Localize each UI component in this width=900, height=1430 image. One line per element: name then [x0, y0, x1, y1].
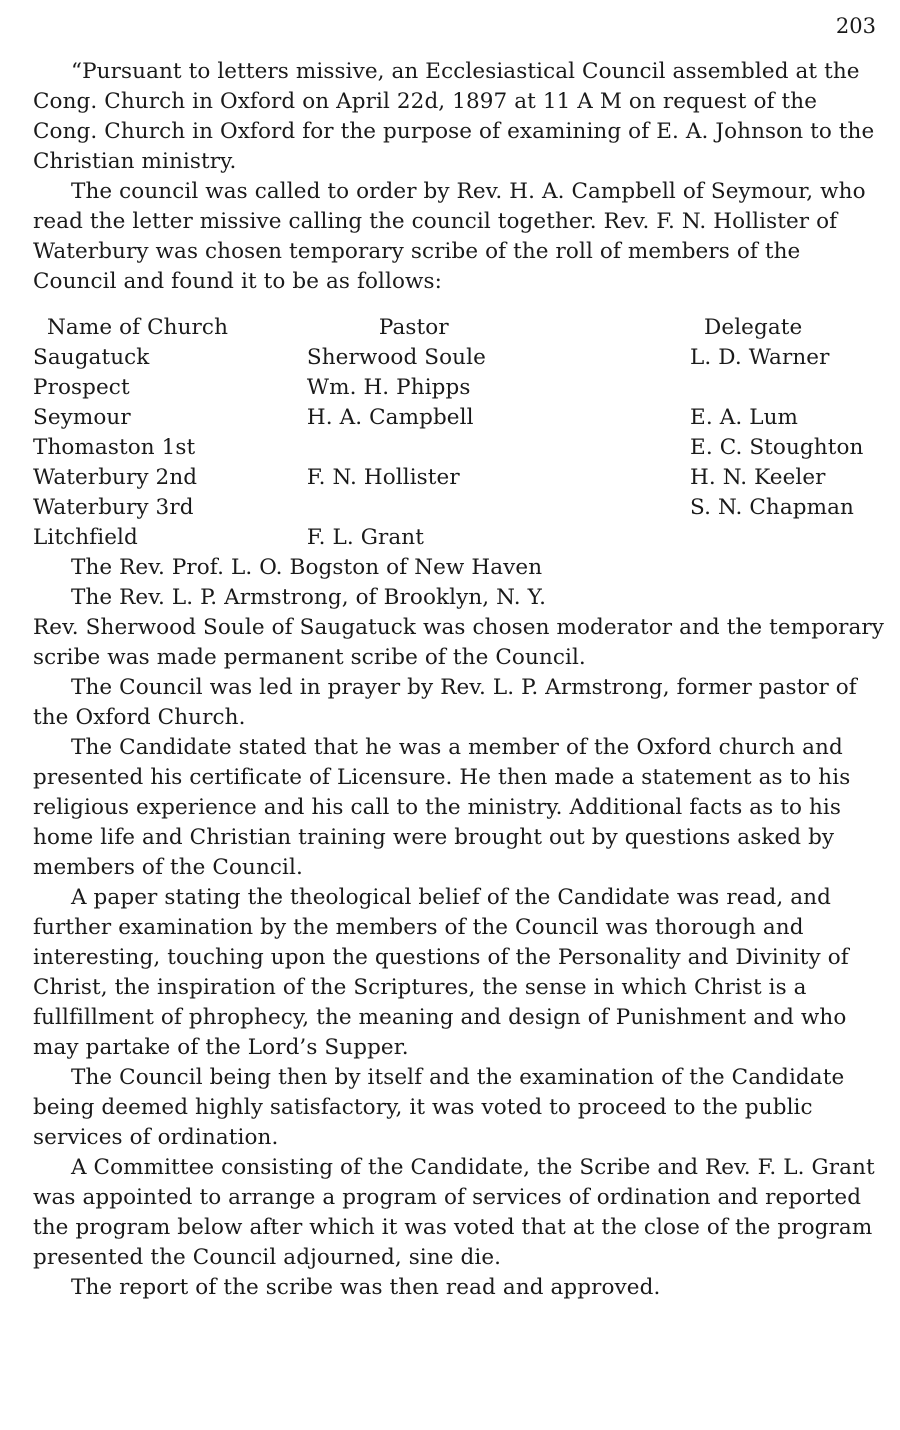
table-row — [33, 403, 885, 433]
paragraph: The Council being then by itself and the examination of the Candidate being deemed highly satisfactory, it was voted to proceed to the public services of ordination. — [33, 1065, 845, 1150]
delegate-cell: L. D. Warner — [690, 345, 830, 370]
table-row — [33, 493, 885, 523]
pastor-cell: F. N. Hollister — [306, 465, 460, 490]
pastor-cell — [307, 433, 690, 463]
delegate-cell: S. N. Chapman — [690, 495, 854, 520]
church-cell: Waterbury 3rd — [33, 495, 194, 520]
page-number: 203 — [835, 14, 876, 38]
church-cell: Thomaston 1st — [33, 435, 196, 460]
paragraph: The report of the scribe was then read and approved. — [71, 1275, 661, 1300]
additional-member: The Rev. L. P. Armstrong, of Brooklyn, N. Y. — [71, 585, 547, 610]
delegate-cell: H. N. Keeler — [690, 465, 826, 490]
table-row — [33, 373, 885, 403]
church-cell: Litchfield — [33, 525, 138, 550]
table-row — [33, 433, 885, 463]
church-cell: Prospect — [33, 375, 130, 400]
church-cell: Saugatuck — [33, 345, 150, 370]
church-cell: Waterbury 2nd — [33, 465, 198, 490]
additional-member: The Rev. Prof. L. O. Bogston of New Haven — [71, 555, 543, 580]
delegate-cell — [690, 373, 885, 403]
delegate-cell: E. C. Stoughton — [690, 435, 864, 460]
paragraph: The Council was led in prayer by Rev. L. P. Armstrong, former pastor of the Oxford Church. — [33, 675, 857, 730]
table-row — [33, 523, 885, 553]
paragraph: The council was called to order by Rev. H. A. Campbell of Seymour, who read the letter missive calling the council together. Rev. F. N. Hollister of Waterbury was chosen temporary scribe of the roll of members of the Council and found it to be as follows: — [33, 179, 866, 294]
paragraph: Rev. Sherwood Soule of Saugatuck was chosen moderator and the temporary scribe was made permanent scribe of the Council. — [33, 615, 885, 670]
table-header-row — [33, 313, 885, 343]
pastor-cell: Wm. H. Phipps — [306, 375, 471, 400]
column-header-delegate: Delegate — [704, 315, 803, 340]
church-cell: Seymour — [33, 405, 131, 430]
pastor-cell — [307, 493, 690, 523]
pastor-cell: H. A. Campbell — [306, 405, 474, 430]
delegate-cell: E. A. Lum — [690, 405, 799, 430]
paragraph: A paper stating the theological belief of the Candidate was read, and further examination by the members of the Council was thorough and interesting, touching upon the questions of the Personality and Divinity of Christ, the inspiration of the Scriptures, the sense in which Christ is a fullfillment of phrophecy, the meaning and design of Punishment and who may partake of the Lord’s Supper. — [33, 885, 849, 1060]
delegate-cell — [690, 523, 885, 553]
paragraph: “Pursuant to letters missive, an Ecclesiastical Council assembled at the Cong. Church in Oxford on April 22d, 1897 at 11 A M on request of the Cong. Church in Oxford for the purpose of examining of E. A. Johnson to the Christian ministry. — [33, 59, 875, 174]
paragraph: A Committee consisting of the Candidate, the Scribe and Rev. F. L. Grant was appointed to arrange a program of services of ordination and reported the program below after which it was voted that at the close of the program presented the Council adjourned, sine die. — [33, 1155, 875, 1270]
column-header-pastor: Pastor — [378, 315, 449, 340]
paragraph: The Candidate stated that he was a member of the Oxford church and presented his certificate of Licensure. He then made a statement as to his religious experience and his call to the ministry. Additional facts as to his home life and Christian training were brought out by questions asked by members of the Council. — [33, 735, 851, 880]
column-header-church: Name of Church — [47, 315, 229, 340]
council-roll-table — [33, 313, 885, 553]
pastor-cell: F. L. Grant — [306, 525, 424, 550]
table-row — [33, 343, 885, 373]
pastor-cell: Sherwood Soule — [306, 345, 486, 370]
table-row — [33, 463, 885, 493]
page-text — [33, 57, 885, 1303]
